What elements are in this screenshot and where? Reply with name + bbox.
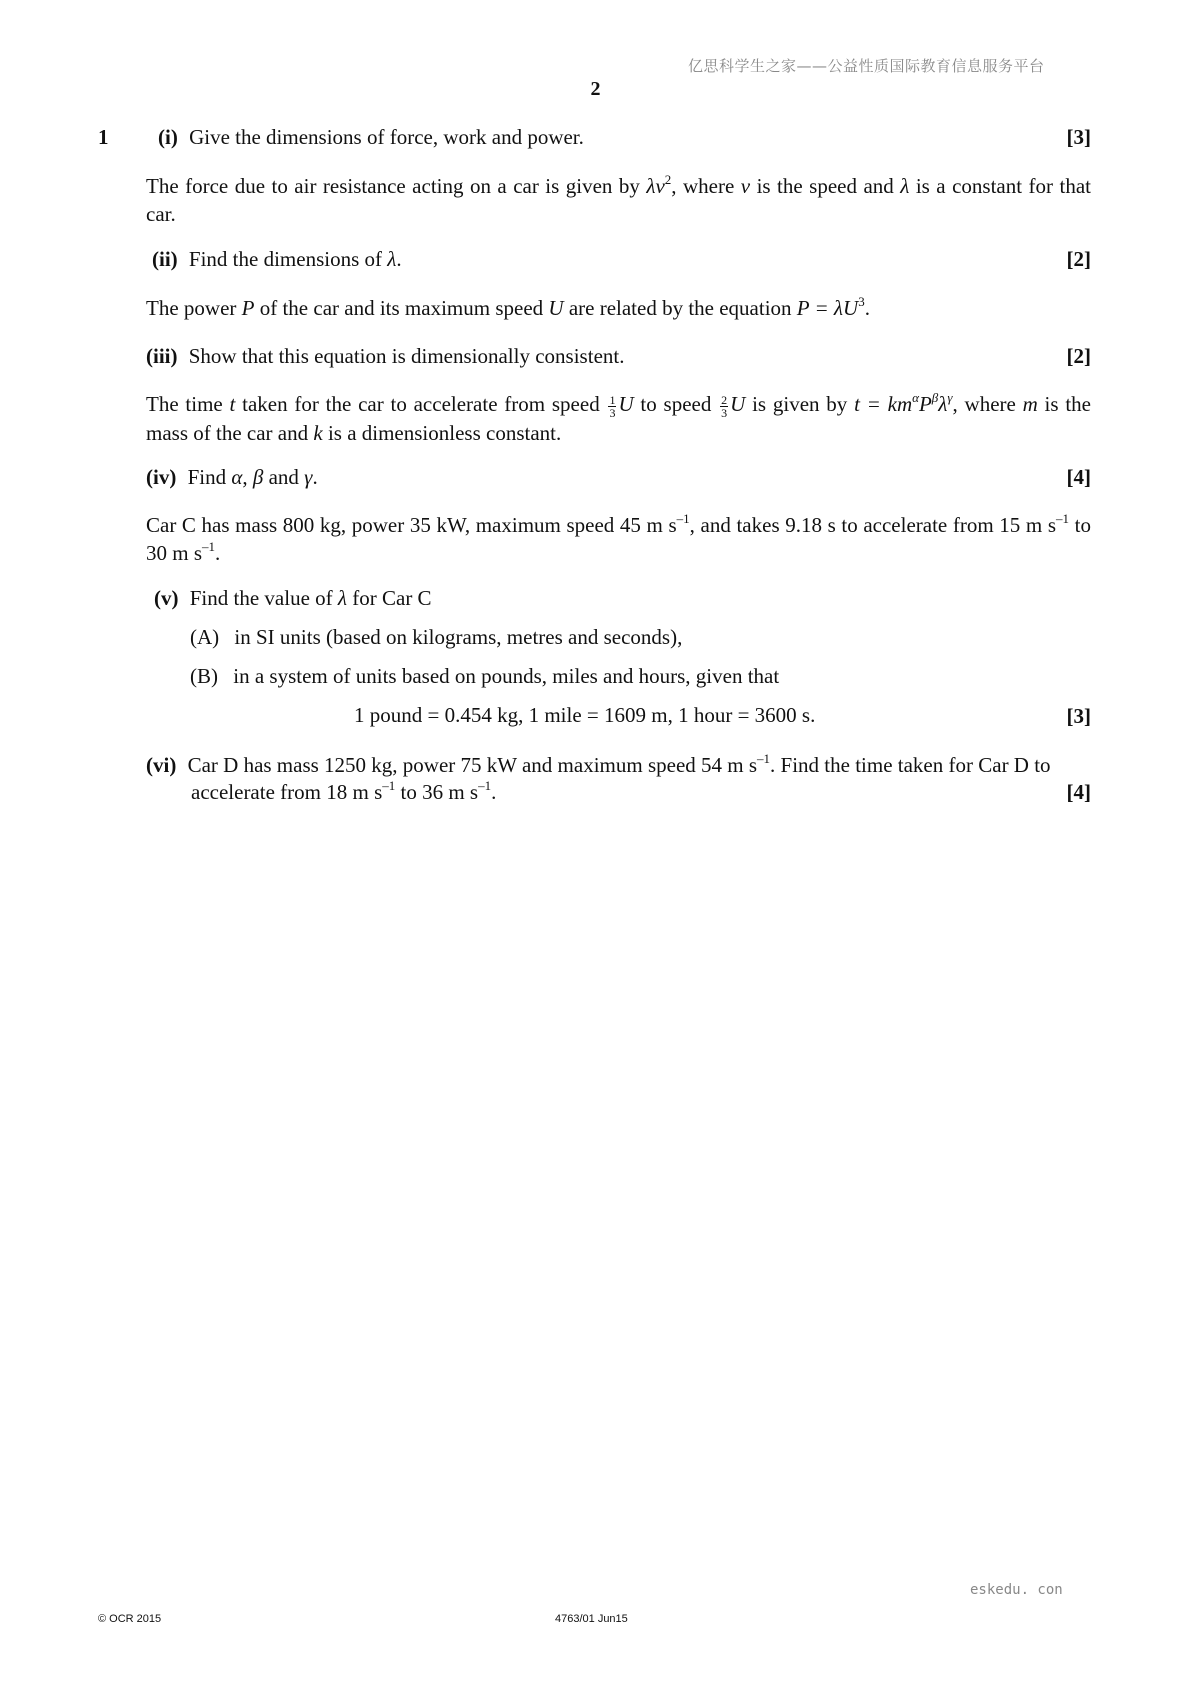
part-vi-marks: [4] xyxy=(1066,780,1091,804)
car-c-intro xyxy=(146,511,1091,567)
max-speed-symbol: U xyxy=(548,296,564,320)
time-intro-text: taken for the car to accelerate from speed xyxy=(235,392,607,416)
power-intro-text: are related by the equation xyxy=(563,296,797,320)
time-symbol: t xyxy=(229,392,236,416)
question-number: 1 xyxy=(98,125,109,149)
part-v xyxy=(154,584,432,612)
fraction-denominator: 3 xyxy=(721,405,728,420)
time-intro-text: , where xyxy=(952,392,1023,416)
part-vi xyxy=(146,751,1091,779)
force-expression: λv xyxy=(646,174,665,198)
part-vi-text: to 36 m s xyxy=(395,780,479,804)
force-intro xyxy=(146,172,1091,228)
page-number: 2 xyxy=(590,78,601,100)
max-speed-symbol: U xyxy=(618,392,634,416)
unit-exponent: –1 xyxy=(478,778,492,793)
power-intro-text: . xyxy=(864,296,870,320)
part-i-label: (i) xyxy=(158,125,178,149)
part-vi-text: accelerate from 18 m s xyxy=(191,780,383,804)
part-iii-label: (iii) xyxy=(146,344,178,368)
part-iii-text: Show that this equation is dimensionally consistent. xyxy=(188,344,625,368)
part-ii xyxy=(152,245,402,273)
mass-symbol: m xyxy=(1022,392,1038,416)
part-ii-text xyxy=(189,247,402,271)
part-vi-text: . Find the time taken for Car D to xyxy=(770,753,1051,777)
part-vi-line1 xyxy=(188,753,1051,777)
time-intro-text: The time xyxy=(146,392,230,416)
gamma-exponent: γ xyxy=(947,390,953,405)
power-exponent: 3 xyxy=(858,294,865,309)
copyright: © OCR 2015 xyxy=(98,1613,162,1625)
part-v-text-b: for Car C xyxy=(347,586,432,610)
time-equation: t = km xyxy=(854,392,913,416)
part-iv-marks: [4] xyxy=(1066,465,1091,489)
part-iii-marks: [2] xyxy=(1066,344,1091,368)
force-exponent: 2 xyxy=(664,172,672,187)
part-iii xyxy=(146,342,624,370)
part-v-text xyxy=(190,586,432,610)
part-ii-marks: [2] xyxy=(1066,247,1091,271)
part-v-a-label: (A) xyxy=(190,625,220,649)
power-intro-text: The power xyxy=(146,296,242,320)
part-v-b xyxy=(190,662,779,690)
part-vi-label: (vi) xyxy=(146,753,177,777)
gamma-symbol: γ xyxy=(304,465,313,489)
unit-exponent: –1 xyxy=(757,751,771,766)
time-intro-text: is a dimensionless constant. xyxy=(322,420,562,445)
part-iv-and: and xyxy=(263,465,305,489)
fraction-denominator: 3 xyxy=(609,405,616,420)
part-v-label: (v) xyxy=(154,586,179,610)
lambda-symbol: λ xyxy=(337,586,347,610)
part-iv-text xyxy=(188,465,318,489)
site-watermark: eskedu. con xyxy=(970,1582,1063,1598)
fraction-one-third xyxy=(608,394,616,419)
unit-exponent: –1 xyxy=(676,511,690,526)
part-iv xyxy=(146,463,318,491)
fraction-numerator: 2 xyxy=(721,392,728,407)
beta-exponent: β xyxy=(931,390,939,405)
force-intro-text: , where xyxy=(671,174,741,198)
unit-exponent: –1 xyxy=(382,778,396,793)
part-v-a-text: in SI units (based on kilograms, metres and seconds), xyxy=(234,625,683,649)
part-v-marks: [3] xyxy=(1066,704,1091,728)
time-intro-text: is given by xyxy=(745,392,855,416)
fraction-two-thirds xyxy=(720,394,728,419)
time-intro-text: to speed xyxy=(633,392,719,416)
max-speed-symbol: U xyxy=(730,392,746,416)
part-iv-comma: , xyxy=(242,465,253,489)
time-intro-text: is the mass of the car and xyxy=(146,392,1091,445)
beta-symbol: β xyxy=(252,465,264,489)
lambda-symbol: λ xyxy=(900,174,910,198)
power-intro-text: of the car and its maximum speed xyxy=(254,296,549,320)
force-intro-text: is the speed and xyxy=(750,174,901,198)
part-vi-line2 xyxy=(191,778,496,806)
part-i-marks: [3] xyxy=(1066,125,1091,149)
power-intro xyxy=(146,294,1091,322)
part-v-text-a: Find the value of xyxy=(189,586,338,610)
part-v-b-text: in a system of units based on pounds, miles and hours, given that xyxy=(233,664,780,688)
watermark-banner: 亿思科学生之家——公益性质国际教育信息服务平台 xyxy=(688,57,1045,75)
part-vi-text: Car D has mass 1250 kg, power 75 kW and maximum speed 54 m s xyxy=(187,753,758,777)
part-ii-text-b: . xyxy=(396,247,402,271)
part-i-text: Give the dimensions of force, work and power. xyxy=(189,125,584,149)
power-symbol: P xyxy=(918,392,932,416)
part-iv-label: (iv) xyxy=(146,465,177,489)
unit-exponent: –1 xyxy=(202,539,216,554)
lambda-symbol: λ xyxy=(387,247,397,271)
unit-exponent: –1 xyxy=(1056,511,1070,526)
part-vi-text: . xyxy=(491,780,497,804)
part-i xyxy=(158,123,584,151)
alpha-exponent: α xyxy=(912,390,919,405)
car-c-text: . xyxy=(215,541,221,565)
lambda-symbol: λ xyxy=(938,392,948,416)
constant-symbol: k xyxy=(313,420,323,445)
force-intro-text: is a constant for that car. xyxy=(146,174,1091,226)
part-ii-text-a: Find the dimensions of xyxy=(188,247,388,271)
fraction-numerator: 1 xyxy=(609,392,616,407)
force-intro-text: The force due to air resistance acting on a car is given by xyxy=(146,174,647,198)
unit-conversion: 1 pound = 0.454 kg, 1 mile = 1609 m, 1 hour = 3600 s. xyxy=(354,703,816,727)
part-ii-label: (ii) xyxy=(152,247,178,271)
alpha-symbol: α xyxy=(231,465,243,489)
car-c-text: , and takes 9.18 s to accelerate from 15 m s xyxy=(689,513,1057,537)
part-iv-end: . xyxy=(312,465,318,489)
part-iv-text-a: Find xyxy=(187,465,232,489)
power-equation: P = λU xyxy=(796,296,859,320)
paper-code: 4763/01 Jun15 xyxy=(555,1613,628,1625)
part-v-a xyxy=(190,623,682,651)
car-c-text: to 30 m s xyxy=(146,513,1091,565)
time-intro xyxy=(146,390,1091,447)
power-symbol: P xyxy=(241,296,255,320)
part-v-b-label: (B) xyxy=(190,664,218,688)
speed-symbol: v xyxy=(740,174,751,198)
car-c-text: Car C has mass 800 kg, power 35 kW, maximum speed 45 m s xyxy=(146,513,677,537)
